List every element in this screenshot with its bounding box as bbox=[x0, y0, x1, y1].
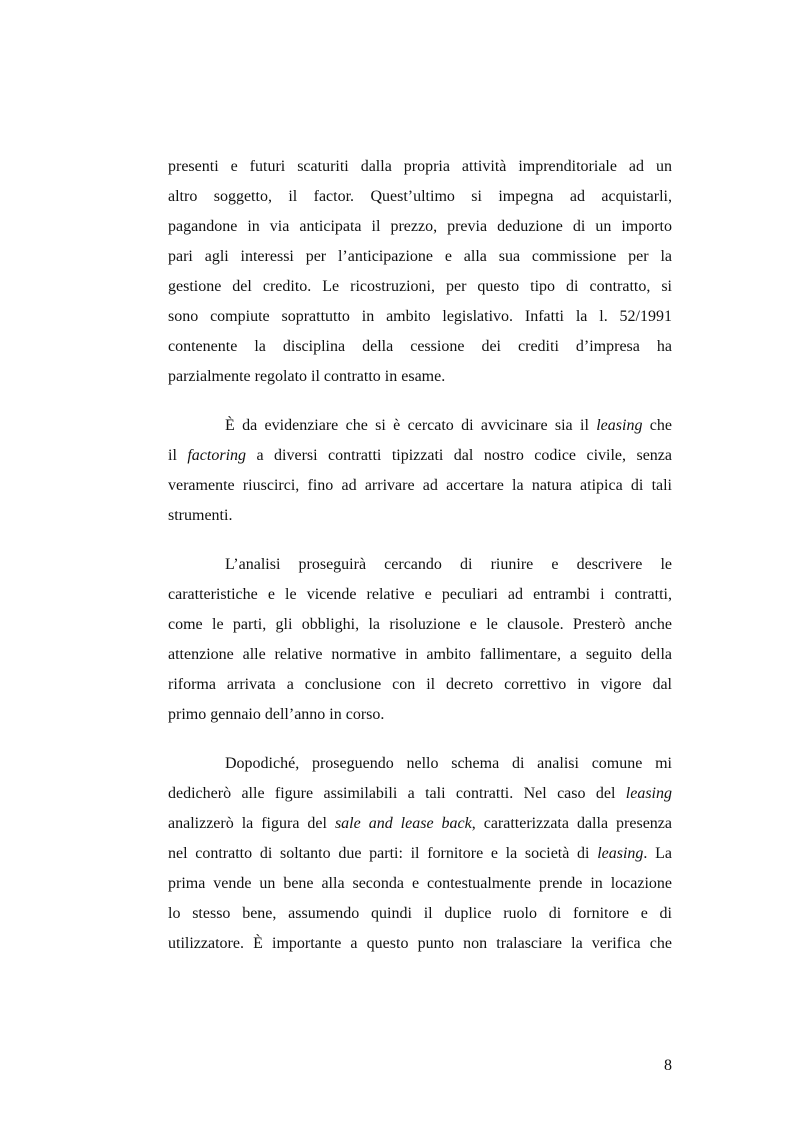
text-line bbox=[168, 779, 672, 809]
text-run: dedicherò alle figure assimilabili a tali contratti. Nel caso del bbox=[168, 785, 626, 802]
text-run: nel contratto di soltanto due parti: il fornitore e la società di bbox=[168, 845, 598, 862]
text-run: È da evidenziare che si è cercato di avvicinare sia il bbox=[225, 417, 597, 434]
page-number: 8 bbox=[664, 1057, 672, 1074]
text-line: primo gennaio dell’anno in corso. bbox=[168, 706, 385, 723]
text-line: strumenti. bbox=[168, 507, 233, 524]
text-run: il bbox=[168, 447, 188, 464]
text-line bbox=[168, 441, 672, 471]
paragraph-sale-and-lease-back bbox=[168, 749, 672, 959]
text-line: pari agli interessi per l’anticipazione e alla sua commissione per la bbox=[168, 248, 672, 265]
text-line: sono compiute soprattutto in ambito legislativo. Infatti la l. 52/1991 bbox=[168, 308, 672, 325]
italic-term: leasing bbox=[597, 845, 644, 862]
paragraph-factoring-definition bbox=[168, 152, 672, 392]
text-line: presenti e futuri scaturiti dalla propria attività imprenditoriale ad un bbox=[168, 158, 672, 175]
text-line: altro soggetto, il factor. Quest’ultimo si impegna ad acquistarli, bbox=[168, 188, 672, 205]
text-line bbox=[168, 839, 672, 869]
text-line: parzialmente regolato il contratto in esame. bbox=[168, 368, 446, 385]
text-run: a diversi contratti tipizzati dal nostro codice civile, senza bbox=[246, 447, 673, 464]
text-line: pagandone in via anticipata il prezzo, previa deduzione di un importo bbox=[168, 218, 672, 235]
text-line: caratteristiche e le vicende relative e peculiari ad entrambi i contratti, bbox=[168, 586, 672, 603]
italic-term: leasing bbox=[596, 417, 643, 434]
text-line: utilizzatore. È importante a questo punto non tralasciare la verifica che bbox=[168, 935, 672, 952]
text-line: veramente riuscirci, fino ad arrivare ad accertare la natura atipica di tali bbox=[168, 477, 672, 494]
text-run: . La bbox=[643, 845, 672, 862]
text-run: , caratterizzata dalla presenza bbox=[471, 815, 672, 832]
text-line: attenzione alle relative normative in ambito fallimentare, a seguito della bbox=[168, 646, 672, 663]
text-line: riforma arrivata a conclusione con il decreto correttivo in vigore dal bbox=[168, 676, 672, 693]
text-line bbox=[168, 809, 672, 839]
italic-term: sale and lease back bbox=[334, 815, 472, 832]
paragraph-analysis bbox=[168, 550, 672, 730]
italic-term: leasing bbox=[625, 785, 672, 802]
text-line: gestione del credito. Le ricostruzioni, per questo tipo di contratto, si bbox=[168, 278, 672, 295]
document-body bbox=[168, 152, 672, 978]
text-line: contenente la disciplina della cessione dei crediti d’impresa ha bbox=[168, 338, 672, 355]
text-line: prima vende un bene alla seconda e contestualmente prende in locazione bbox=[168, 875, 672, 892]
text-run: analizzerò la figura del bbox=[168, 815, 335, 832]
paragraph-atypical-contracts bbox=[168, 411, 672, 531]
text-line: lo stesso bene, assumendo quindi il duplice ruolo di fornitore e di bbox=[168, 905, 672, 922]
text-line: Dopodiché, proseguendo nello schema di analisi comune mi bbox=[225, 755, 672, 772]
text-run: che bbox=[642, 417, 672, 434]
text-line: come le parti, gli obblighi, la risoluzione e le clausole. Presterò anche bbox=[168, 616, 672, 633]
italic-term: factoring bbox=[187, 447, 247, 464]
text-line: L’analisi proseguirà cercando di riunire e descrivere le bbox=[225, 556, 672, 573]
text-line bbox=[168, 411, 672, 441]
